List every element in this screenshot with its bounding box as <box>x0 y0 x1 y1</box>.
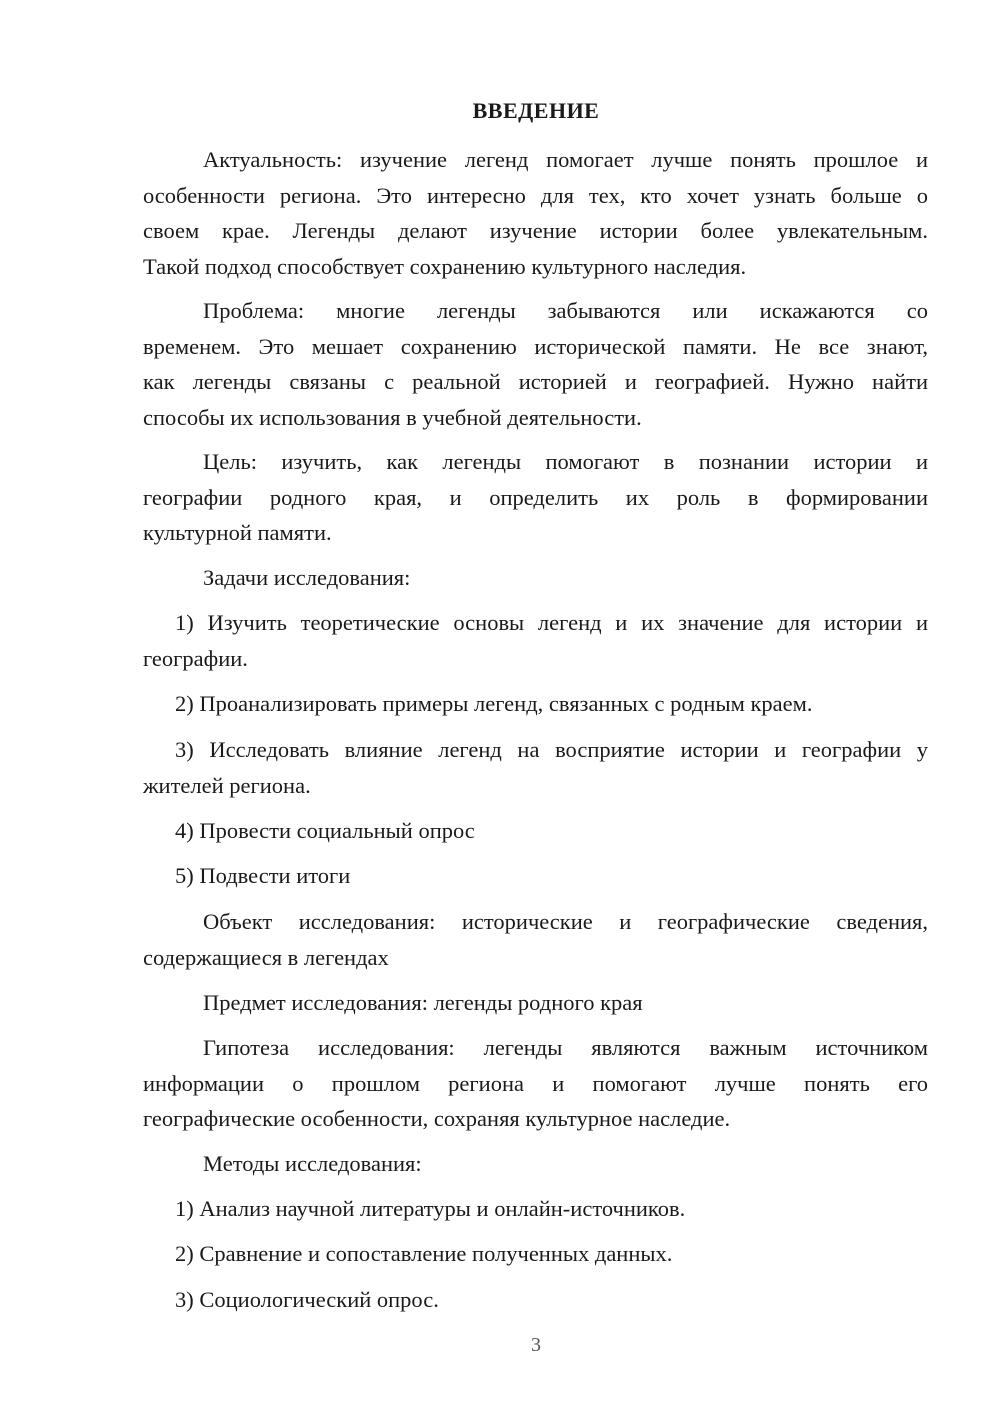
paragraph-relevance <box>143 142 928 284</box>
text-line: культурной памяти. <box>143 520 332 545</box>
task-item-3 <box>143 732 928 803</box>
paragraph-subject: Предмет исследования: легенды родного края <box>203 990 643 1015</box>
page-number: 3 <box>531 1334 541 1356</box>
text-line: 1) Изучить теоретические основы легенд и их значение для истории и <box>175 610 928 635</box>
text-line: Такой подход способствует сохранению культурного наследия. <box>143 253 747 279</box>
method-item-3: 3) Социологический опрос. <box>175 1287 439 1312</box>
text-line: особенности региона. Это интересно для тех, кто хочет узнать больше о <box>143 182 928 208</box>
text-line: Актуальность: изучение легенд помогает лучше понять прошлое и <box>203 147 928 172</box>
paragraph-problem <box>143 293 928 435</box>
text-line: временем. Это мешает сохранению исторической памяти. Не все знают, <box>143 333 928 359</box>
paragraph-hypothesis <box>143 1030 928 1137</box>
page-title: ВВЕДЕНИЕ <box>472 98 600 123</box>
task-item-5: 5) Подвести итоги <box>175 863 351 888</box>
text-line: Цель: изучить, как легенды помогают в познании истории и <box>203 449 928 474</box>
text-line: содержащиеся в легендах <box>143 944 389 970</box>
text-line: Объект исследования: исторические и географические сведения, <box>203 909 928 934</box>
text-line: информации о прошлом региона и помогают лучше понять его <box>143 1070 928 1096</box>
paragraph-object <box>143 904 928 975</box>
text-line: Гипотеза исследования: легенды являются важным источником <box>203 1035 928 1060</box>
task-item-4: 4) Провести социальный опрос <box>175 818 475 843</box>
method-item-1: 1) Анализ научной литературы и онлайн-источников. <box>175 1196 686 1221</box>
tasks-heading: Задачи исследования: <box>203 565 411 590</box>
text-line: географии. <box>143 645 248 671</box>
method-item-2: 2) Сравнение и сопоставление полученных данных. <box>175 1241 673 1266</box>
text-line: своем крае. Легенды делают изучение истории более увлекательным. <box>143 218 928 243</box>
text-line: географии родного края, и определить их роль в формировании <box>143 484 928 510</box>
methods-heading: Методы исследования: <box>203 1151 422 1176</box>
text-line: как легенды связаны с реальной историей и географией. Нужно найти <box>143 369 928 394</box>
paragraph-goal <box>143 444 928 551</box>
task-item-1 <box>143 605 928 676</box>
task-item-2: 2) Проанализировать примеры легенд, связанных с родным краем. <box>175 691 813 716</box>
text-line: способы их использования в учебной деятельности. <box>143 404 642 430</box>
text-line: жителей региона. <box>143 772 311 798</box>
text-line: Проблема: многие легенды забываются или искажаются со <box>203 298 928 323</box>
text-line: географические особенности, сохраняя культурное наследие. <box>143 1106 731 1131</box>
text-line: 3) Исследовать влияние легенд на восприятие истории и географии у <box>175 737 928 762</box>
